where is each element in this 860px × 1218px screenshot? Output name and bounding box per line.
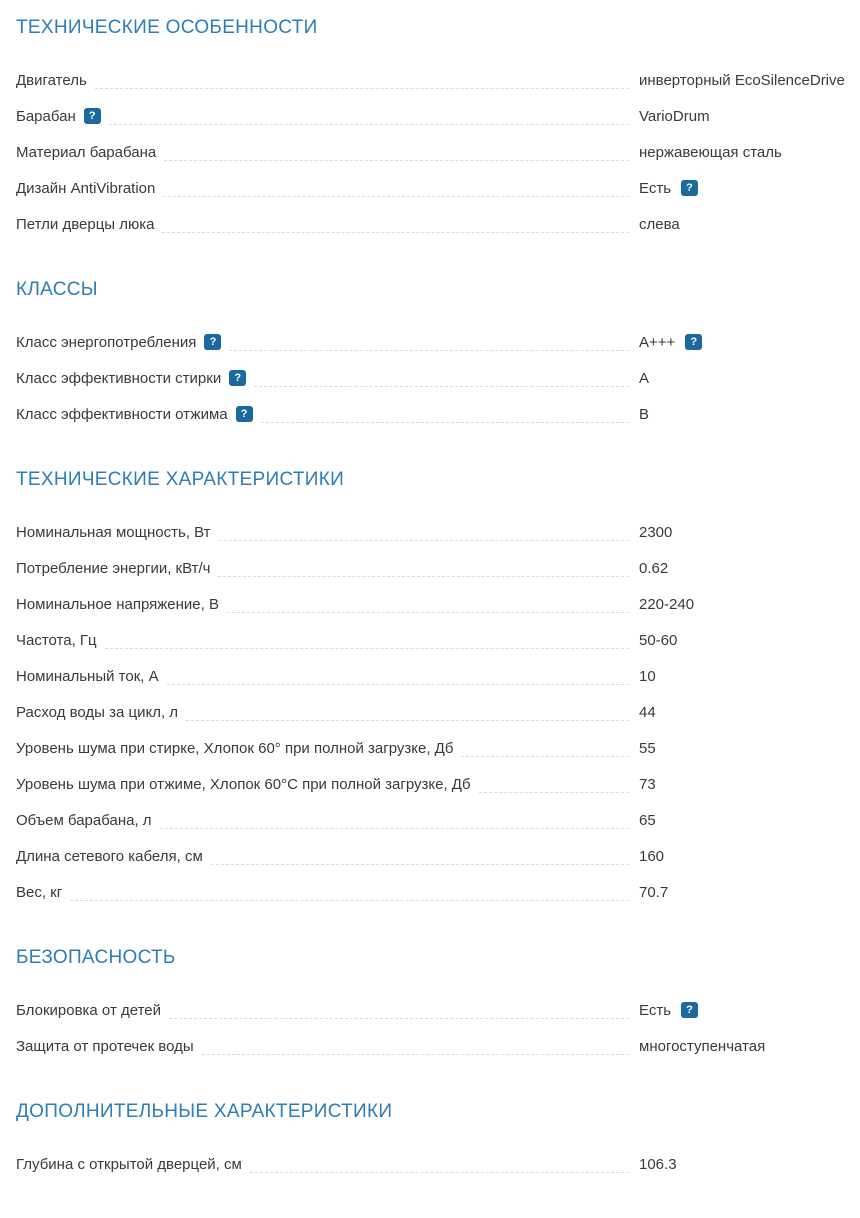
spec-label-wrap (16, 560, 210, 577)
section-rows (16, 992, 855, 1064)
spec-value: многоступенчатая (639, 1037, 766, 1055)
section-rows (16, 1146, 855, 1182)
spec-value: 2300 (639, 523, 673, 541)
spec-label: Уровень шума при стирке, Хлопок 60° при полной загрузке, Дб (16, 739, 454, 757)
question-help-icon[interactable]: ? (681, 1002, 698, 1018)
dotted-leader (163, 196, 629, 197)
question-help-icon[interactable]: ? (681, 180, 698, 196)
spec-label-wrap (16, 632, 97, 649)
spec-label-wrap (16, 1002, 161, 1019)
section-title: БЕЗОПАСНОСТЬ (16, 947, 176, 968)
spec-row (16, 134, 855, 170)
spec-value: A+++ (639, 333, 676, 351)
spec-value: 106.3 (639, 1155, 677, 1173)
dotted-leader (229, 350, 629, 351)
spec-value-wrap (639, 776, 855, 793)
spec-value-wrap (639, 848, 855, 865)
dotted-leader (109, 124, 629, 125)
question-help-icon[interactable]: ? (204, 334, 221, 350)
section-title: ТЕХНИЧЕСКИЕ ОСОБЕННОСТИ (16, 17, 318, 38)
dotted-leader (254, 386, 629, 387)
spec-value-wrap (639, 812, 855, 829)
question-help-icon[interactable]: ? (236, 406, 253, 422)
dotted-leader (211, 864, 629, 865)
spec-label: Класс энергопотребления (16, 333, 197, 351)
spec-row (16, 874, 855, 910)
spec-row (16, 360, 855, 396)
spec-row (16, 206, 855, 242)
spec-label: Глубина с открытой дверцей, см (16, 1155, 242, 1173)
spec-label-wrap (16, 144, 156, 161)
spec-value: 0.62 (639, 559, 669, 577)
spec-value-wrap (639, 370, 855, 387)
question-help-icon[interactable]: ? (685, 334, 702, 350)
spec-label-wrap (16, 370, 246, 387)
section-rows (16, 324, 855, 432)
spec-value-wrap (639, 632, 855, 649)
spec-value-wrap (639, 216, 855, 233)
spec-section (16, 946, 855, 1064)
spec-value: 65 (639, 811, 656, 829)
spec-label: Номинальный ток, А (16, 667, 159, 685)
spec-value-wrap (639, 668, 855, 685)
spec-section (16, 1100, 855, 1182)
spec-label-wrap (16, 776, 471, 793)
dotted-leader (227, 612, 629, 613)
dotted-leader (202, 1054, 629, 1055)
spec-value: 55 (639, 739, 656, 757)
spec-label: Частота, Гц (16, 631, 97, 649)
spec-row (16, 694, 855, 730)
spec-value-wrap (639, 740, 855, 757)
spec-value: 50-60 (639, 631, 678, 649)
spec-label: Блокировка от детей (16, 1001, 162, 1019)
spec-row (16, 514, 855, 550)
spec-label-wrap (16, 596, 219, 613)
spec-value-wrap (639, 524, 855, 541)
dotted-leader (160, 828, 629, 829)
spec-label: Номинальная мощность, Вт (16, 523, 211, 541)
spec-row (16, 550, 855, 586)
spec-label: Вес, кг (16, 883, 63, 901)
spec-value: VarioDrum (639, 107, 710, 125)
spec-row (16, 586, 855, 622)
spec-label-wrap (16, 740, 453, 757)
dotted-leader (70, 900, 629, 901)
spec-label: Класс эффективности отжима (16, 405, 228, 423)
question-help-icon[interactable]: ? (84, 108, 101, 124)
spec-value: 220-240 (639, 595, 695, 613)
spec-value: 70.7 (639, 883, 669, 901)
spec-row (16, 658, 855, 694)
dotted-leader (261, 422, 629, 423)
spec-row (16, 98, 855, 134)
section-rows (16, 514, 855, 910)
spec-label-wrap (16, 884, 62, 901)
spec-value-wrap (639, 72, 855, 89)
spec-value: Есть (639, 179, 672, 197)
spec-label: Класс эффективности стирки (16, 369, 222, 387)
spec-value-wrap (639, 884, 855, 901)
dotted-leader (105, 648, 629, 649)
spec-label: Объем барабана, л (16, 811, 152, 829)
spec-label-wrap (16, 1038, 194, 1055)
spec-label: Петли дверцы люка (16, 215, 155, 233)
spec-value-wrap (639, 1156, 855, 1173)
spec-row (16, 324, 855, 360)
spec-section (16, 16, 855, 242)
spec-row (16, 170, 855, 206)
spec-label-wrap (16, 406, 253, 423)
spec-label: Уровень шума при отжиме, Хлопок 60°С при полной загрузке, Дб (16, 775, 471, 793)
dotted-leader (167, 684, 629, 685)
spec-value-wrap (639, 560, 855, 577)
spec-label-wrap (16, 848, 203, 865)
spec-value-wrap (639, 704, 855, 721)
spec-row (16, 766, 855, 802)
spec-label-wrap (16, 216, 154, 233)
spec-row (16, 396, 855, 432)
section-title: ДОПОЛНИТЕЛЬНЫЕ ХАРАКТЕРИСТИКИ (16, 1101, 393, 1122)
spec-value-wrap (639, 180, 855, 197)
dotted-leader (479, 792, 629, 793)
spec-value: 160 (639, 847, 665, 865)
spec-label-wrap (16, 668, 159, 685)
dotted-leader (218, 576, 629, 577)
spec-row (16, 992, 855, 1028)
spec-value-wrap (639, 1038, 855, 1055)
dotted-leader (162, 232, 629, 233)
spec-label: Потребление энергии, кВт/ч (16, 559, 211, 577)
spec-value: Есть (639, 1001, 672, 1019)
spec-row (16, 62, 855, 98)
spec-row (16, 730, 855, 766)
spec-value: нержавеющая сталь (639, 143, 782, 161)
dotted-leader (250, 1172, 629, 1173)
spec-row (16, 1146, 855, 1182)
spec-value: A (639, 369, 650, 387)
question-help-icon[interactable]: ? (229, 370, 246, 386)
section-title: ТЕХНИЧЕСКИЕ ХАРАКТЕРИСТИКИ (16, 469, 345, 490)
dotted-leader (219, 540, 630, 541)
spec-label-wrap (16, 704, 178, 721)
spec-label: Длина сетевого кабеля, см (16, 847, 203, 865)
spec-value: B (639, 405, 650, 423)
spec-label: Барабан (16, 107, 76, 125)
spec-value: 10 (639, 667, 656, 685)
dotted-leader (164, 160, 629, 161)
dotted-leader (95, 88, 629, 89)
spec-value-wrap (639, 596, 855, 613)
spec-value-wrap (639, 108, 855, 125)
spec-value: инверторный EcoSilenceDrive (639, 71, 845, 89)
section-title: КЛАССЫ (16, 279, 98, 300)
spec-row (16, 802, 855, 838)
spec-label: Двигатель (16, 71, 87, 89)
spec-value-wrap (639, 406, 855, 423)
section-rows (16, 62, 855, 242)
spec-label: Материал барабана (16, 143, 157, 161)
spec-label-wrap (16, 812, 152, 829)
spec-value: слева (639, 215, 680, 233)
spec-label-wrap (16, 108, 101, 125)
spec-value: 44 (639, 703, 656, 721)
dotted-leader (169, 1018, 629, 1019)
spec-value-wrap (639, 144, 855, 161)
spec-row (16, 838, 855, 874)
spec-label-wrap (16, 180, 155, 197)
spec-label-wrap (16, 72, 87, 89)
spec-label-wrap (16, 524, 211, 541)
spec-label: Номинальное напряжение, В (16, 595, 219, 613)
spec-label-wrap (16, 1156, 242, 1173)
spec-value-wrap (639, 334, 855, 351)
spec-value-wrap (639, 1002, 855, 1019)
spec-label: Защита от протечек воды (16, 1037, 194, 1055)
dotted-leader (461, 756, 629, 757)
spec-label: Дизайн AntiVibration (16, 179, 156, 197)
spec-label: Расход воды за цикл, л (16, 703, 179, 721)
spec-row (16, 1028, 855, 1064)
spec-value: 73 (639, 775, 656, 793)
dotted-leader (186, 720, 629, 721)
spec-label-wrap (16, 334, 221, 351)
spec-section (16, 468, 855, 910)
spec-row (16, 622, 855, 658)
spec-section (16, 278, 855, 432)
